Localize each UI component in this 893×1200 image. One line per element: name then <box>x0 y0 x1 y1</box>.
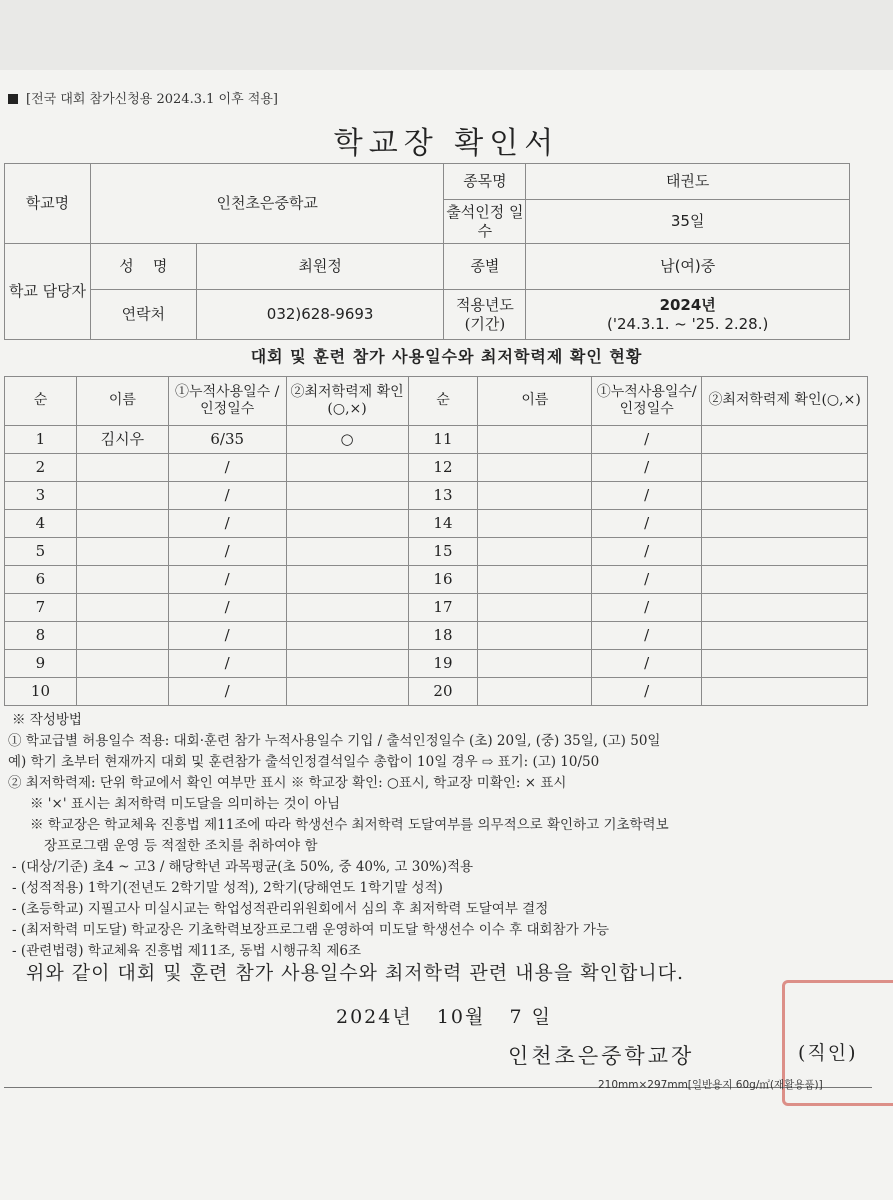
attendance-label: 출석인정 일수 <box>444 200 526 244</box>
row-name <box>478 622 592 650</box>
instruction-line: ※ 학교장은 학교체육 진흥법 제11조에 따라 학생선수 최저학력 도달여부를 의무적으로 확인하고 기초학력보 <box>30 817 669 833</box>
row-days: / <box>592 426 702 454</box>
table-row <box>5 594 868 622</box>
category-value: 남(여)중 <box>526 244 850 290</box>
name-label: 성 명 <box>90 244 196 290</box>
row-no: 1 <box>5 426 77 454</box>
row-days: / <box>592 622 702 650</box>
row-check <box>286 678 408 706</box>
row-days: / <box>592 650 702 678</box>
table-row <box>5 678 868 706</box>
row-name <box>478 650 592 678</box>
row-no: 7 <box>5 594 77 622</box>
instruction-line: 장프로그램 운영 등 적절한 조치를 취하여야 함 <box>44 838 318 854</box>
participation-table <box>4 376 868 706</box>
instruction-line: ① 학교급별 허용일수 적용: 대회·훈련 참가 누적사용일수 기입 / 출석인정일수 (초) 20일, (중) 35일, (고) 50일 <box>8 733 661 749</box>
row-check <box>286 482 408 510</box>
row-check <box>702 622 868 650</box>
row-check <box>702 678 868 706</box>
instruction-line: 예) 학기 초부터 현재까지 대회 및 훈련참가 출석인정결석일수 총합이 10일 경우 ⇨ 표기: (고) 10/50 <box>8 754 600 770</box>
row-check <box>286 510 408 538</box>
row-no: 6 <box>5 566 77 594</box>
row-name <box>478 594 592 622</box>
instruction-line: ※ '×' 표시는 최저학력 미도달을 의미하는 것이 아님 <box>30 796 341 812</box>
row-days: / <box>592 566 702 594</box>
manager-name: 최원정 <box>196 244 444 290</box>
row-days: / <box>592 538 702 566</box>
row-check <box>702 454 868 482</box>
row-name <box>478 454 592 482</box>
row-days: / <box>168 538 286 566</box>
table-row <box>5 510 868 538</box>
period: ('24.3.1. ~ '25. 2.28.) <box>607 314 769 333</box>
row-no: 11 <box>408 426 478 454</box>
table-row <box>5 426 868 454</box>
header-days: ①누적사용일수/ 인정일수 <box>592 377 702 426</box>
row-days: / <box>592 482 702 510</box>
row-days: / <box>592 510 702 538</box>
contact-value: 032)628-9693 <box>196 290 444 340</box>
row-name <box>76 622 168 650</box>
form-usage-note <box>8 88 278 107</box>
row-no: 19 <box>408 650 478 678</box>
row-days: / <box>592 594 702 622</box>
confirmation-statement: 위와 같이 대회 및 훈련 참가 사용일수와 최저학력 관련 내용을 확인합니다. <box>26 962 685 984</box>
row-days: / <box>168 454 286 482</box>
row-days: / <box>168 566 286 594</box>
row-check: ○ <box>286 426 408 454</box>
row-days: / <box>168 510 286 538</box>
row-name <box>76 510 168 538</box>
instructions <box>8 710 888 962</box>
row-no: 18 <box>408 622 478 650</box>
table-row <box>5 538 868 566</box>
row-check <box>286 454 408 482</box>
row-check <box>286 594 408 622</box>
school-label: 학교명 <box>5 164 91 244</box>
row-days: 6/35 <box>168 426 286 454</box>
page-top-shadow <box>0 0 893 70</box>
row-name <box>76 650 168 678</box>
row-no: 13 <box>408 482 478 510</box>
category-label: 종별 <box>444 244 526 290</box>
row-no: 17 <box>408 594 478 622</box>
row-name: 김시우 <box>76 426 168 454</box>
table-row <box>5 566 868 594</box>
row-days: / <box>592 678 702 706</box>
row-check <box>702 594 868 622</box>
row-days: / <box>168 650 286 678</box>
row-name <box>76 594 168 622</box>
header-check: ②최저학력제 확인(○,×) <box>286 377 408 426</box>
row-check <box>702 426 868 454</box>
row-name <box>76 454 168 482</box>
year-value <box>526 290 850 340</box>
row-no: 10 <box>5 678 77 706</box>
school-name: 인천초은중학교 <box>90 164 444 244</box>
row-check <box>286 622 408 650</box>
row-name <box>478 482 592 510</box>
row-no: 5 <box>5 538 77 566</box>
seal-label: (직인) <box>798 1042 858 1064</box>
row-days: / <box>168 482 286 510</box>
instruction-line: - (최저학력 미도달) 학교장은 기초학력보장프로그램 운영하여 미도달 학생선수 이수 후 대회참가 가능 <box>12 922 609 938</box>
row-days: / <box>168 678 286 706</box>
school-principal: 인천초은중학교장 <box>508 1044 695 1068</box>
row-name <box>478 566 592 594</box>
row-days: / <box>592 454 702 482</box>
year: 2024년 <box>659 295 716 314</box>
row-no: 9 <box>5 650 77 678</box>
row-check <box>286 566 408 594</box>
row-check <box>702 482 868 510</box>
row-name <box>478 678 592 706</box>
row-name <box>76 482 168 510</box>
row-days: / <box>168 622 286 650</box>
row-name <box>478 426 592 454</box>
row-no: 15 <box>408 538 478 566</box>
document-title: 학교장 확인서 <box>333 126 560 161</box>
header-name: 이름 <box>76 377 168 426</box>
header-name: 이름 <box>478 377 592 426</box>
row-no: 16 <box>408 566 478 594</box>
school-info-table <box>4 163 850 340</box>
table-row <box>5 650 868 678</box>
sport-value: 태권도 <box>526 164 850 200</box>
year-label: 적용년도 (기간) <box>444 290 526 340</box>
row-no: 3 <box>5 482 77 510</box>
row-check <box>702 650 868 678</box>
section-title: 대회 및 훈련 참가 사용일수와 최저학력제 확인 현황 <box>250 347 643 366</box>
header-no: 순 <box>408 377 478 426</box>
row-no: 20 <box>408 678 478 706</box>
attendance-value: 35일 <box>526 200 850 244</box>
table-row <box>5 482 868 510</box>
row-check <box>702 538 868 566</box>
row-check <box>702 566 868 594</box>
row-name <box>76 566 168 594</box>
instructions-heading: ※ 작성방법 <box>12 712 82 728</box>
row-no: 12 <box>408 454 478 482</box>
row-no: 2 <box>5 454 77 482</box>
instruction-line: - (초등학교) 지필고사 미실시교는 학업성적관리위원회에서 심의 후 최저학력 도달여부 결정 <box>12 901 549 917</box>
row-no: 8 <box>5 622 77 650</box>
header-days: ①누적사용일수 /인정일수 <box>168 377 286 426</box>
instruction-line: - (대상/기준) 초4 ~ 고3 / 해당학년 과목평균(초 50%, 중 40%, 고 30%)적용 <box>12 859 474 875</box>
row-name <box>478 538 592 566</box>
contact-label: 연락처 <box>90 290 196 340</box>
row-check <box>286 538 408 566</box>
instruction-line: - (성적적용) 1학기(전년도 2학기말 성적), 2학기(당해연도 1학기말 성적) <box>12 880 443 896</box>
row-check <box>286 650 408 678</box>
sport-label: 종목명 <box>444 164 526 200</box>
row-no: 4 <box>5 510 77 538</box>
paper-spec: 210mm×297mm[일반용지 60g/㎡(재활용품)] <box>598 1079 823 1091</box>
manager-label: 학교 담당자 <box>5 244 91 340</box>
row-no: 14 <box>408 510 478 538</box>
row-check <box>702 510 868 538</box>
row-days: / <box>168 594 286 622</box>
row-name <box>478 510 592 538</box>
row-name <box>76 678 168 706</box>
table-row <box>5 622 868 650</box>
header-no: 순 <box>5 377 77 426</box>
form-usage-note-text: [전국 대회 참가신청용 2024.3.1 이후 적용] <box>26 92 278 107</box>
instruction-line: - (관련법령) 학교체육 진흥법 제11조, 동법 시행규칙 제6조 <box>12 943 362 959</box>
row-name <box>76 538 168 566</box>
square-bullet-icon <box>8 94 18 104</box>
issue-date: 2024년 10월 7 일 <box>336 1006 552 1028</box>
instruction-line: ② 최저학력제: 단위 학교에서 확인 여부만 표시 ※ 학교장 확인: ○표시, 학교장 미확인: × 표시 <box>8 775 567 791</box>
table-row <box>5 454 868 482</box>
header-check: ②최저학력제 확인(○,×) <box>702 377 868 426</box>
